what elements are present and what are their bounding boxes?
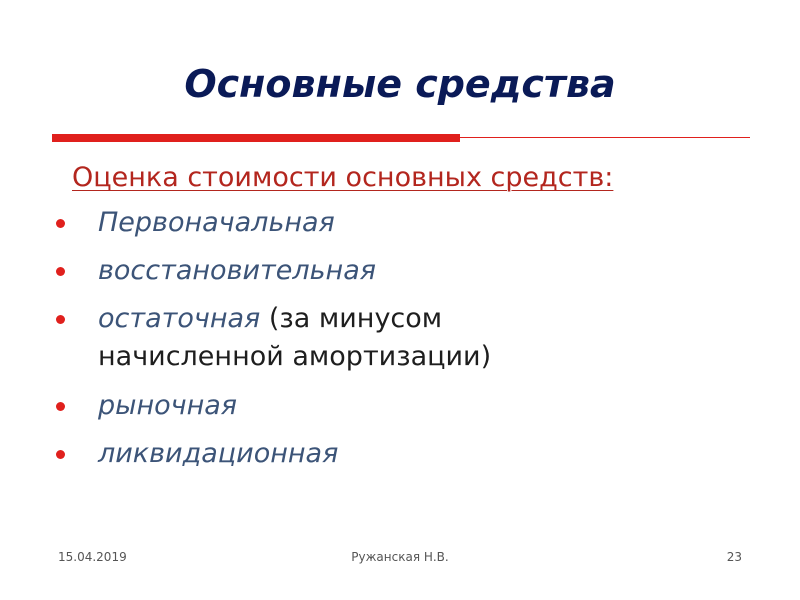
footer-date: 15.04.2019 [58, 550, 127, 564]
bullet-text: Первоначальная [98, 207, 335, 238]
title-underline-thin [460, 137, 750, 138]
bullet-icon [56, 402, 65, 411]
title-underline-thick [52, 134, 460, 142]
footer-author: Ружанская Н.В. [351, 550, 449, 564]
bullet-text: рыночная [98, 390, 238, 421]
bullet-icon [56, 267, 65, 276]
bullet-icon [56, 315, 65, 324]
bullet-text-group [98, 301, 442, 337]
slide-subtitle: Оценка стоимости основных средств: [72, 162, 614, 193]
slide-title: Основные средства [184, 62, 616, 106]
bullet-text-suffix: (за минусом [260, 303, 443, 334]
bullet-icon [56, 450, 65, 459]
bullet-text-line2: начисленной амортизации) [98, 341, 492, 372]
bullet-text: ликвидационная [98, 438, 339, 469]
footer-page-number: 23 [726, 550, 742, 564]
bullet-icon [56, 219, 65, 228]
bullet-text: остаточная [98, 303, 261, 334]
bullet-text: восстановительная [98, 255, 376, 286]
